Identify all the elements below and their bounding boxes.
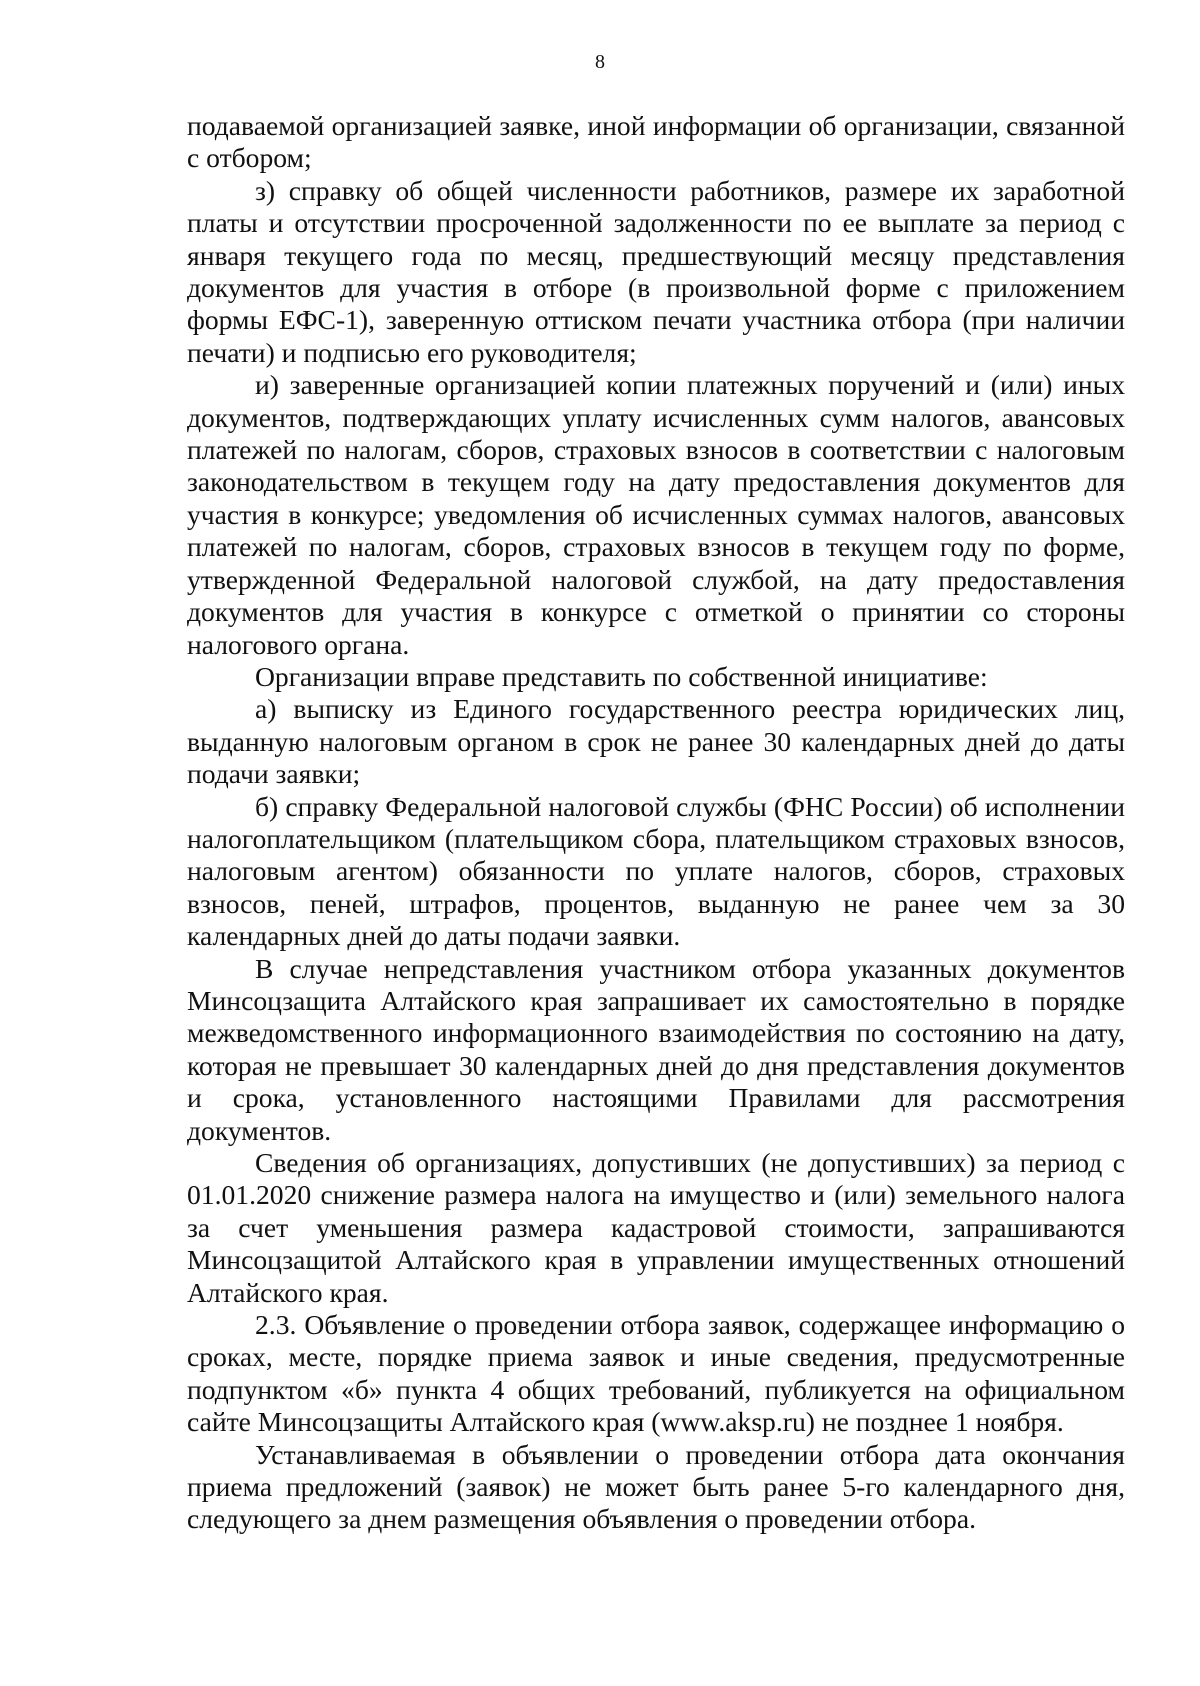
paragraph-deadline: Устанавливаемая в объявлении о проведении отбора дата окончания приема предложений (заявок) не может быть ранее 5-го календарного дня, следующего за днем размещения объявления о проведении отбора. (187, 1438, 1125, 1535)
document-body (187, 110, 1125, 1536)
page-number: 8 (595, 51, 605, 73)
paragraph-optional-intro: Организации вправе представить по собственной инициативе: (255, 660, 988, 692)
paragraph-item-z: з) справку об общей численности работников, размере их заработной платы и отсутствии просроченной задолженности по ее выплате за период с января текущего года по месяц, предшествующий месяцу представления документов для участия в отборе (в произвольной форме с приложением формы ЕФС-1), заверенную оттиском печати участника отбора (при наличии печати) и подписью его руководителя; (187, 174, 1125, 368)
paragraph-continuation: подаваемой организацией заявке, иной информации об организации, связанной с отбором; (187, 110, 1125, 174)
paragraph-property-tax: Сведения об организациях, допустивших (не допустивших) за период с 01.01.2020 снижение размера налога на имущество и (или) земельного налога за счет уменьшения размера кадастровой стоимости, запрашиваются Минсоцзащитой Алтайского края в управлении имущественных отношений Алтайского края. (187, 1147, 1125, 1308)
paragraph-section-2-3: 2.3. Объявление о проведении отбора заявок, содержащее информацию о сроках, месте, порядке приема заявок и иные сведения, предусмотренные подпунктом «б» пункта 4 общих требований, публикуется на официальном сайте Минсоцзащиты Алтайского края (www.aksp.ru) не позднее 1 ноября. (187, 1309, 1125, 1438)
paragraph-item-i: и) заверенные организацией копии платежных поручений и (или) иных документов, подтверждающих уплату исчисленных сумм налогов, авансовых платежей по налогам, сборов, страховых взносов в соответствии с налоговым законодательством в текущем году на дату предоставления документов для участия в конкурсе; уведомления об исчисленных суммах налогов, авансовых платежей по налогам, сборов, страховых взносов в текущем году по форме, утвержденной Федеральной налоговой службой, на дату предоставления документов для участия в конкурсе с отметкой о принятии со стороны налогового органа. (187, 369, 1125, 660)
paragraph-non-submission: В случае непредставления участником отбора указанных документов Минсоцзащита Алтайского края запрашивает их самостоятельно в порядке межведомственного информационного взаимодействия по состоянию на дату, которая не превышает 30 календарных дней до дня представления документов и срока, установленного настоящими Правилами для рассмотрения документов. (187, 952, 1125, 1146)
paragraph-item-b: б) справку Федеральной налоговой службы (ФНС России) об исполнении налогоплательщиком (плательщиком сбора, плательщиком страховых взносов, налоговым агентом) обязанности по уплате налогов, сборов, страховых взносов, пеней, штрафов, процентов, выданную не ранее чем за 30 календарных дней до даты подачи заявки. (187, 790, 1125, 952)
paragraph-item-a: а) выписку из Единого государственного реестра юридических лиц, выданную налоговым органом в срок не ранее 30 календарных дней до даты подачи заявки; (187, 693, 1125, 790)
